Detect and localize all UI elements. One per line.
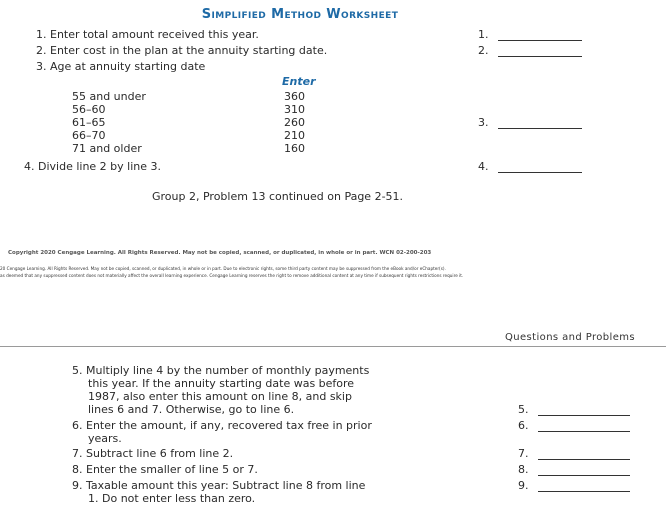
- worksheet-title: Simplified Method Worksheet: [201, 7, 399, 22]
- answer-blank-1[interactable]: [498, 40, 582, 41]
- worksheet-line-1: 1. Enter total amount received this year.: [36, 28, 259, 41]
- worksheet-line-3: 3. Age at annuity starting date: [36, 60, 206, 73]
- line-ref-8: 8.: [518, 463, 529, 476]
- age-row-label: 56–60: [72, 103, 106, 116]
- copyright-line: Copyright 2020 Cengage Learning. All Rights Reserved. May not be copied, scanned, or duplicated, in whole or in part. WCN 02-200-203: [8, 250, 432, 256]
- line-ref-4: 4.: [478, 160, 489, 173]
- section-header: Questions and Problems: [505, 332, 636, 343]
- line-9-text: 9. Taxable amount this year: Subtract line 8 from line: [72, 479, 366, 492]
- fine-print-2: as deemed that any suppressed content does not materially affect the overall learning experience. Cengage Learning reserves the right to remove additional content at any time if subsequent rights restrictions require it.: [0, 273, 464, 278]
- line-6-text: 6. Enter the amount, if any, recovered tax free in prior: [72, 419, 372, 432]
- line-ref-2: 2.: [478, 44, 489, 57]
- age-row-label: 55 and under: [72, 90, 146, 103]
- line-ref-3: 3.: [478, 116, 489, 129]
- line-7-text: 7. Subtract line 6 from line 2.: [72, 447, 234, 460]
- line-ref-5: 5.: [518, 403, 529, 416]
- worksheet-line-4: 4. Divide line 2 by line 3.: [24, 160, 162, 173]
- age-row-value: 160: [284, 142, 305, 155]
- line-5-text: lines 6 and 7. Otherwise, go to line 6.: [88, 403, 295, 416]
- line-5-text: 5. Multiply line 4 by the number of monthly payments: [72, 364, 370, 377]
- line-5-text: 1987, also enter this amount on line 8, and skip: [88, 390, 352, 403]
- answer-blank-8[interactable]: [538, 475, 630, 476]
- continued-note: Group 2, Problem 13 continued on Page 2-51.: [152, 190, 404, 203]
- line-ref-7: 7.: [518, 447, 529, 460]
- line-ref-9: 9.: [518, 479, 529, 492]
- worksheet-line-2: 2. Enter cost in the plan at the annuity starting date.: [36, 44, 328, 57]
- answer-blank-7[interactable]: [538, 459, 630, 460]
- age-row-label: 61–65: [72, 116, 106, 129]
- answer-blank-2[interactable]: [498, 56, 582, 57]
- fine-print-1: 20 Cengage Learning. All Rights Reserved. May not be copied, scanned, or duplicated, in whole or in part. Due to electronic rights, some third party content may be suppressed from the eBook and/or eChapter(s).: [0, 266, 446, 271]
- line-6-text: years.: [88, 432, 122, 445]
- age-row-value: 210: [284, 129, 305, 142]
- age-row-value: 360: [284, 90, 305, 103]
- line-9-text: 1. Do not enter less than zero.: [88, 492, 256, 505]
- line-8-text: 8. Enter the smaller of line 5 or 7.: [72, 463, 258, 476]
- age-row-value: 310: [284, 103, 305, 116]
- answer-blank-5[interactable]: [538, 415, 630, 416]
- section-divider: [0, 346, 666, 347]
- line-ref-1: 1.: [478, 28, 489, 41]
- age-row-label: 66–70: [72, 129, 106, 142]
- line-5-text: this year. If the annuity starting date was before: [88, 377, 355, 390]
- answer-blank-6[interactable]: [538, 431, 630, 432]
- age-row-label: 71 and older: [72, 142, 142, 155]
- line-ref-6: 6.: [518, 419, 529, 432]
- age-row-value: 260: [284, 116, 305, 129]
- answer-blank-3[interactable]: [498, 128, 582, 129]
- enter-column-header: Enter: [282, 75, 316, 88]
- answer-blank-4[interactable]: [498, 172, 582, 173]
- answer-blank-9[interactable]: [538, 491, 630, 492]
